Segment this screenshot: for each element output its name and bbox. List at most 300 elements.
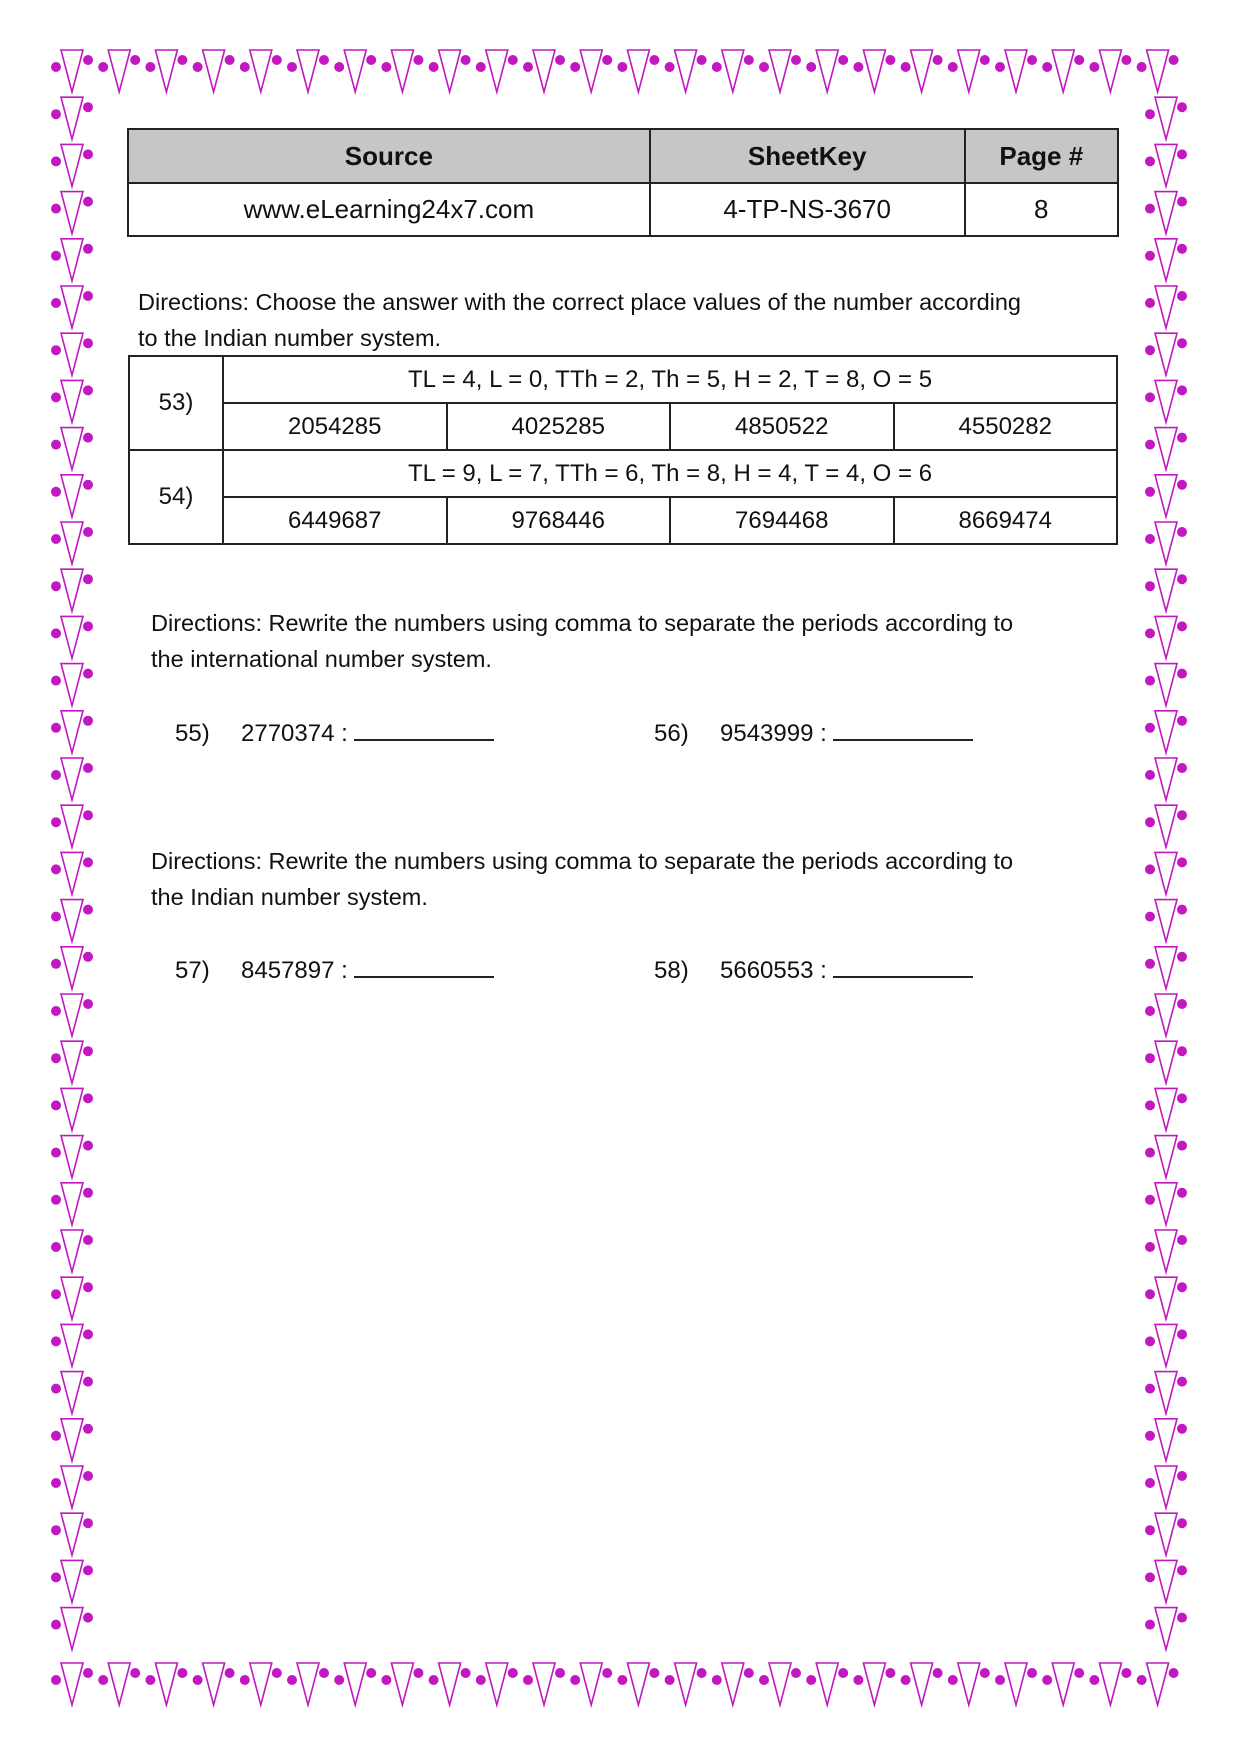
border-dot <box>1145 1006 1155 1016</box>
border-dot <box>476 62 486 72</box>
border-pennant <box>1155 994 1177 1036</box>
border-dot <box>51 959 61 969</box>
section1-directions <box>138 284 1021 356</box>
border-dot <box>1177 1282 1187 1292</box>
border-pennant <box>1155 144 1177 186</box>
border-dot <box>712 1675 722 1685</box>
border-dot <box>1145 1525 1155 1535</box>
border-dot <box>83 197 93 207</box>
border-dot <box>83 1518 93 1528</box>
border-pennant <box>1155 1041 1177 1083</box>
answer-option[interactable]: 4850522 <box>670 403 894 450</box>
border-dot <box>885 55 895 65</box>
border-dot <box>83 999 93 1009</box>
border-dot <box>697 55 707 65</box>
border-dot <box>51 817 61 827</box>
border-pennant <box>61 1560 83 1602</box>
border-dot <box>83 1565 93 1575</box>
border-dot <box>145 62 155 72</box>
border-pennant <box>203 50 225 92</box>
answer-option[interactable]: 6449687 <box>223 497 447 544</box>
border-pennant <box>722 50 744 92</box>
question-number: 56) <box>654 720 689 747</box>
border-dot <box>1145 251 1155 261</box>
border-dot <box>83 1329 93 1339</box>
border-pennant <box>61 758 83 800</box>
border-dot <box>240 1675 250 1685</box>
border-pennant <box>1155 711 1177 753</box>
border-dot <box>461 1668 471 1678</box>
border-dot <box>1042 62 1052 72</box>
border-dot <box>429 1675 439 1685</box>
border-pennant <box>1155 1183 1177 1225</box>
border-dot <box>83 338 93 348</box>
border-pennant <box>61 428 83 470</box>
border-pennant <box>863 50 885 92</box>
border-pennant <box>580 1663 602 1705</box>
border-dot <box>83 1188 93 1198</box>
border-dot <box>51 1620 61 1630</box>
question-55 <box>175 717 494 748</box>
border-pennant <box>61 1277 83 1319</box>
border-dot <box>1169 1668 1179 1678</box>
border-dot <box>1177 952 1187 962</box>
border-pennant <box>1155 239 1177 281</box>
directions-line: Directions: Choose the answer with the correct place values of the number according <box>138 289 1022 315</box>
border-dot <box>1177 905 1187 915</box>
border-dot <box>523 62 533 72</box>
border-dot <box>1177 480 1187 490</box>
question-number: 55) <box>175 720 210 747</box>
border-dot <box>51 204 61 214</box>
answer-option[interactable]: 8669474 <box>894 497 1118 544</box>
border-dot <box>602 1668 612 1678</box>
border-pennant <box>297 50 319 92</box>
border-dot <box>1177 1424 1187 1434</box>
border-pennant <box>61 616 83 658</box>
border-dot <box>1145 345 1155 355</box>
border-dot <box>51 676 61 686</box>
border-dot <box>413 55 423 65</box>
border-dot <box>51 723 61 733</box>
border-dot <box>83 1046 93 1056</box>
border-pennant <box>1155 1513 1177 1555</box>
question-number: 58) <box>654 957 689 984</box>
border-dot <box>83 716 93 726</box>
border-dot <box>1145 581 1155 591</box>
question-prompt: TL = 9, L = 7, TTh = 6, Th = 8, H = 4, T = 4, O = 6 <box>223 450 1117 497</box>
border-dot <box>51 392 61 402</box>
border-dot <box>130 1668 140 1678</box>
border-dot <box>1177 621 1187 631</box>
border-pennant <box>486 50 508 92</box>
border-dot <box>1177 1613 1187 1623</box>
border-dot <box>995 62 1005 72</box>
border-pennant <box>61 239 83 281</box>
border-pennant <box>439 1663 461 1705</box>
border-dot <box>1177 385 1187 395</box>
border-dot <box>1145 912 1155 922</box>
border-dot <box>429 62 439 72</box>
directions-line: the Indian number system. <box>151 884 428 910</box>
border-dot <box>225 1668 235 1678</box>
border-pennant <box>1155 333 1177 375</box>
border-dot <box>51 770 61 780</box>
directions-line: the international number system. <box>151 646 492 672</box>
sheet-info-table <box>127 128 1119 237</box>
border-dot <box>901 62 911 72</box>
border-dot <box>177 1668 187 1678</box>
border-dot <box>1177 1565 1187 1575</box>
border-pennant <box>250 50 272 92</box>
sheetkey-value: 4-TP-NS-3670 <box>650 183 965 236</box>
border-dot <box>51 440 61 450</box>
border-dot <box>1145 109 1155 119</box>
border-dot <box>51 487 61 497</box>
border-dot <box>461 55 471 65</box>
border-dot <box>995 1675 1005 1685</box>
border-dot <box>1177 197 1187 207</box>
border-dot <box>1169 55 1179 65</box>
border-dot <box>948 1675 958 1685</box>
border-dot <box>1177 1141 1187 1151</box>
border-pennant <box>61 947 83 989</box>
page-number-value: 8 <box>965 183 1118 236</box>
question-57 <box>175 954 494 985</box>
source-value: www.eLearning24x7.com <box>128 183 650 236</box>
border-pennant <box>203 1663 225 1705</box>
border-dot <box>1177 291 1187 301</box>
border-dot <box>508 55 518 65</box>
border-dot <box>83 1613 93 1623</box>
border-dot <box>98 1675 108 1685</box>
border-pennant <box>1005 1663 1027 1705</box>
border-dot <box>83 1377 93 1387</box>
question-prompt: TL = 4, L = 0, TTh = 2, Th = 5, H = 2, T = 8, O = 5 <box>223 356 1117 403</box>
border-dot <box>1177 338 1187 348</box>
border-pennant <box>61 711 83 753</box>
border-dot <box>1145 628 1155 638</box>
border-pennant <box>61 1183 83 1225</box>
border-dot <box>1121 1668 1131 1678</box>
border-dot <box>1145 1148 1155 1158</box>
border-pennant <box>958 50 980 92</box>
border-dot <box>51 1195 61 1205</box>
border-dot <box>791 1668 801 1678</box>
border-dot <box>1145 487 1155 497</box>
border-pennant <box>1005 50 1027 92</box>
border-dot <box>272 1668 282 1678</box>
border-dot <box>617 62 627 72</box>
border-dot <box>523 1675 533 1685</box>
border-dot <box>1177 1518 1187 1528</box>
border-pennant <box>1155 1136 1177 1178</box>
border-pennant <box>61 97 83 139</box>
border-dot <box>1074 55 1084 65</box>
border-pennant <box>675 1663 697 1705</box>
border-pennant <box>1155 1230 1177 1272</box>
border-dot <box>1027 55 1037 65</box>
border-pennant <box>391 1663 413 1705</box>
answer-blank[interactable] <box>833 954 973 978</box>
border-dot <box>366 1668 376 1678</box>
border-pennant <box>1155 1466 1177 1508</box>
border-dot <box>1145 1431 1155 1441</box>
border-pennant <box>911 1663 933 1705</box>
border-dot <box>1145 204 1155 214</box>
border-pennant <box>61 380 83 422</box>
border-dot <box>381 62 391 72</box>
border-dot <box>885 1668 895 1678</box>
border-pennant <box>155 1663 177 1705</box>
border-dot <box>83 480 93 490</box>
border-pennant <box>61 1513 83 1555</box>
border-dot <box>83 1668 93 1678</box>
border-dot <box>1145 1053 1155 1063</box>
border-dot <box>83 810 93 820</box>
border-dot <box>51 1100 61 1110</box>
border-dot <box>1177 1093 1187 1103</box>
border-dot <box>1177 1471 1187 1481</box>
border-dot <box>1177 1235 1187 1245</box>
border-pennant <box>1155 1372 1177 1414</box>
border-pennant <box>61 900 83 942</box>
border-pennant <box>61 1663 83 1705</box>
question-number: 53) <box>129 356 223 450</box>
border-pennant <box>1099 50 1121 92</box>
border-dot <box>51 1242 61 1252</box>
border-pennant <box>1155 1419 1177 1461</box>
border-dot <box>933 1668 943 1678</box>
border-pennant <box>344 1663 366 1705</box>
border-dot <box>980 1668 990 1678</box>
border-pennant <box>61 1608 83 1650</box>
border-pennant <box>1155 664 1177 706</box>
border-dot <box>1145 1336 1155 1346</box>
border-dot <box>51 109 61 119</box>
border-dot <box>193 62 203 72</box>
border-dot <box>1177 574 1187 584</box>
border-dot <box>51 581 61 591</box>
border-dot <box>51 1384 61 1394</box>
border-dot <box>1177 527 1187 537</box>
section2-directions <box>151 605 1013 677</box>
border-dot <box>413 1668 423 1678</box>
border-pennant <box>1155 1324 1177 1366</box>
border-dot <box>1145 959 1155 969</box>
border-dot <box>51 62 61 72</box>
border-pennant <box>533 50 555 92</box>
border-dot <box>319 55 329 65</box>
border-dot <box>51 298 61 308</box>
border-pennant <box>1155 475 1177 517</box>
border-dot <box>1137 1675 1147 1685</box>
border-dot <box>130 55 140 65</box>
border-pennant <box>1099 1663 1121 1705</box>
answer-blank[interactable] <box>833 717 973 741</box>
border-dot <box>381 1675 391 1685</box>
answer-option[interactable]: 9768446 <box>447 497 671 544</box>
border-pennant <box>1155 192 1177 234</box>
answer-blank[interactable] <box>354 954 494 978</box>
border-dot <box>51 1478 61 1488</box>
border-dot <box>51 251 61 261</box>
border-pennant <box>61 994 83 1036</box>
border-pennant <box>769 1663 791 1705</box>
border-dot <box>1145 1478 1155 1488</box>
border-dot <box>744 55 754 65</box>
border-dot <box>1042 1675 1052 1685</box>
border-pennant <box>61 1088 83 1130</box>
answer-option[interactable]: 7694468 <box>670 497 894 544</box>
border-dot <box>83 1093 93 1103</box>
border-pennant <box>1155 900 1177 942</box>
border-dot <box>1177 669 1187 679</box>
answer-option[interactable]: 2054285 <box>223 403 447 450</box>
border-pennant <box>627 1663 649 1705</box>
border-pennant <box>816 1663 838 1705</box>
question-value: 5660553 : <box>720 957 827 984</box>
border-pennant <box>61 1419 83 1461</box>
answer-blank[interactable] <box>354 717 494 741</box>
border-dot <box>570 1675 580 1685</box>
border-dot <box>83 952 93 962</box>
border-dot <box>1137 62 1147 72</box>
border-dot <box>1145 534 1155 544</box>
border-dot <box>51 534 61 544</box>
border-pennant <box>486 1663 508 1705</box>
border-dot <box>83 1235 93 1245</box>
border-dot <box>1177 433 1187 443</box>
border-dot <box>476 1675 486 1685</box>
border-dot <box>838 55 848 65</box>
border-dot <box>51 1006 61 1016</box>
border-dot <box>51 1336 61 1346</box>
border-dot <box>1145 864 1155 874</box>
border-dot <box>83 244 93 254</box>
border-dot <box>240 62 250 72</box>
border-dot <box>51 912 61 922</box>
border-dot <box>649 1668 659 1678</box>
border-dot <box>83 149 93 159</box>
border-dot <box>1145 1242 1155 1252</box>
border-pennant <box>1155 947 1177 989</box>
border-dot <box>287 62 297 72</box>
border-dot <box>1145 440 1155 450</box>
border-dot <box>334 62 344 72</box>
border-dot <box>555 55 565 65</box>
border-pennant <box>61 50 83 92</box>
border-dot <box>1074 1668 1084 1678</box>
border-dot <box>555 1668 565 1678</box>
border-dot <box>83 433 93 443</box>
border-pennant <box>1155 286 1177 328</box>
border-pennant <box>61 1041 83 1083</box>
sheetkey-header: SheetKey <box>650 129 965 183</box>
border-dot <box>1177 857 1187 867</box>
border-dot <box>51 1572 61 1582</box>
border-pennant <box>108 50 130 92</box>
border-pennant <box>155 50 177 92</box>
border-dot <box>617 1675 627 1685</box>
border-pennant <box>250 1663 272 1705</box>
border-pennant <box>61 1230 83 1272</box>
border-dot <box>1177 810 1187 820</box>
answer-option[interactable]: 4025285 <box>447 403 671 450</box>
border-pennant <box>1155 758 1177 800</box>
border-dot <box>83 55 93 65</box>
question-value: 9543999 : <box>720 720 827 747</box>
directions-line: to the Indian number system. <box>138 325 442 351</box>
border-pennant <box>61 144 83 186</box>
border-dot <box>83 905 93 915</box>
border-pennant <box>1155 522 1177 564</box>
border-dot <box>51 864 61 874</box>
directions-line: Directions: Rewrite the numbers using comma to separate the periods according to <box>151 610 1014 636</box>
border-dot <box>1177 149 1187 159</box>
border-dot <box>853 62 863 72</box>
border-dot <box>272 55 282 65</box>
border-dot <box>83 574 93 584</box>
border-dot <box>1177 1377 1187 1387</box>
border-dot <box>980 55 990 65</box>
border-pennant <box>1155 852 1177 894</box>
border-dot <box>334 1675 344 1685</box>
border-dot <box>838 1668 848 1678</box>
border-pennant <box>61 522 83 564</box>
border-dot <box>806 62 816 72</box>
border-pennant <box>1155 1277 1177 1319</box>
border-dot <box>744 1668 754 1678</box>
border-dot <box>51 1289 61 1299</box>
border-dot <box>665 62 675 72</box>
border-pennant <box>533 1663 555 1705</box>
border-pennant <box>108 1663 130 1705</box>
border-dot <box>697 1668 707 1678</box>
border-pennant <box>297 1663 319 1705</box>
border-dot <box>791 55 801 65</box>
border-pennant <box>61 664 83 706</box>
border-dot <box>948 62 958 72</box>
border-pennant <box>722 1663 744 1705</box>
question-value: 2770374 : <box>241 720 348 747</box>
border-dot <box>759 1675 769 1685</box>
answer-option[interactable]: 4550282 <box>894 403 1118 450</box>
border-pennant <box>439 50 461 92</box>
section3-directions <box>151 843 1013 915</box>
border-dot <box>1177 1329 1187 1339</box>
border-pennant <box>61 192 83 234</box>
border-dot <box>83 385 93 395</box>
border-dot <box>83 1141 93 1151</box>
border-dot <box>759 62 769 72</box>
border-pennant <box>1155 569 1177 611</box>
question-58 <box>654 954 973 985</box>
border-dot <box>287 1675 297 1685</box>
border-dot <box>1145 156 1155 166</box>
border-pennant <box>863 1663 885 1705</box>
border-dot <box>177 55 187 65</box>
border-dot <box>51 1148 61 1158</box>
border-dot <box>83 1282 93 1292</box>
border-dot <box>319 1668 329 1678</box>
border-dot <box>1027 1668 1037 1678</box>
border-dot <box>853 1675 863 1685</box>
border-dot <box>1177 1046 1187 1056</box>
border-dot <box>51 628 61 638</box>
border-pennant <box>391 50 413 92</box>
border-dot <box>83 527 93 537</box>
